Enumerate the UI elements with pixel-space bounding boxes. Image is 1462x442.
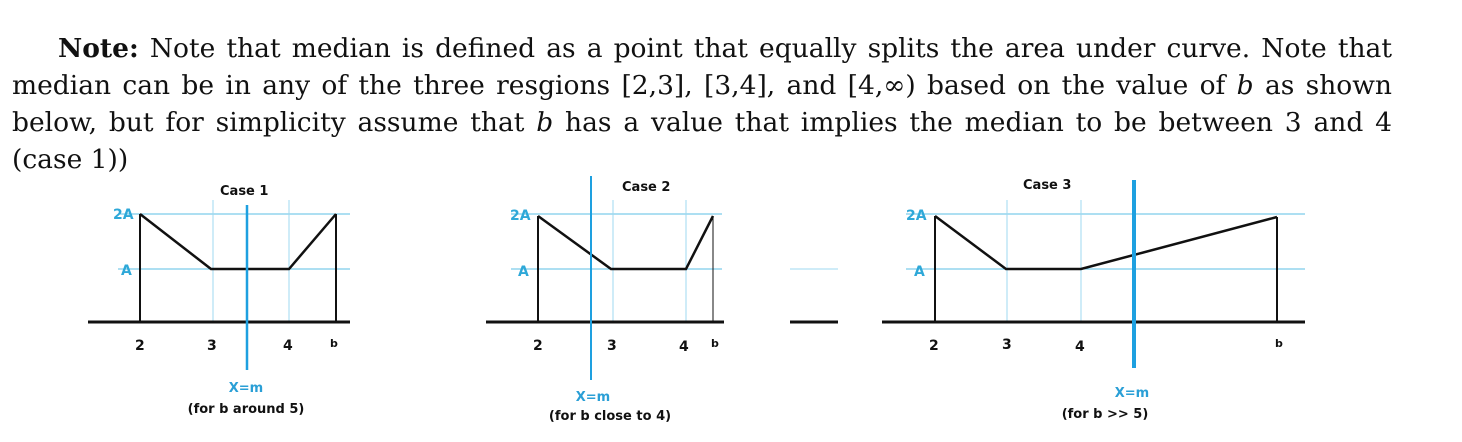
case-1-ylabel-2a: 2A: [113, 207, 134, 223]
case-3-tick-2: 2: [929, 338, 939, 354]
case-2-diagram: [486, 176, 724, 424]
case-3-ylabel-2a: 2A: [906, 208, 927, 224]
note-text-2: as shown below, but for simplicity assume that: [12, 70, 1393, 138]
case-1-tick-3: 3: [207, 338, 217, 354]
case-1-ylabel-a: A: [121, 263, 132, 279]
case-2-caption: (for b close to 4): [548, 409, 672, 424]
case-3-density-curve: [935, 216, 1277, 269]
case-2-tick-4: 4: [679, 339, 689, 355]
case-1-title: Case 1: [220, 184, 269, 199]
note-var-b-2: b: [536, 107, 554, 138]
case-3-caption-xm: X=m: [1114, 386, 1150, 401]
case-2-caption-xm: X=m: [575, 390, 611, 405]
case-2-density-curve: [538, 216, 713, 269]
case-3-title: Case 3: [1023, 178, 1072, 193]
case-2-tick-3: 3: [607, 338, 617, 354]
case-3-tick-3: 3: [1002, 337, 1012, 353]
case-3-diagram: [882, 178, 1305, 422]
note-label: Note:: [58, 33, 139, 64]
case-2-tick-2: 2: [533, 338, 543, 354]
case-2-ylabel-2a: 2A: [510, 208, 531, 224]
note-var-b-1: b: [1236, 70, 1254, 101]
case-3-tick-4: 4: [1075, 339, 1085, 355]
case-3-ylabel-a: A: [914, 264, 925, 280]
case-2-title: Case 2: [622, 180, 671, 195]
case-1-tick-b: b: [330, 337, 338, 350]
case-1-caption: (for b around 5): [187, 402, 305, 417]
case-1-tick-2: 2: [135, 338, 145, 354]
case-2-tick-b: b: [711, 337, 719, 350]
case-3-tick-b: b: [1275, 337, 1283, 350]
case-1-diagram: [88, 184, 350, 417]
case-3-caption: (for b >> 5): [1061, 407, 1149, 422]
case-1-density-curve: [140, 214, 336, 269]
note-text-1: Note that median is defined as a point that equally splits the area under curve. Note that median can be in any of the three resgions [2,3], [3,4], and [4,∞) based on the value of: [12, 33, 1392, 101]
case-2-ylabel-a: A: [518, 264, 529, 280]
case-1-tick-4: 4: [283, 338, 293, 354]
case-1-caption-xm: X=m: [228, 381, 264, 396]
note-text-3: has a value that implies the median to be between 3 and 4 (case 1)): [12, 107, 1392, 175]
